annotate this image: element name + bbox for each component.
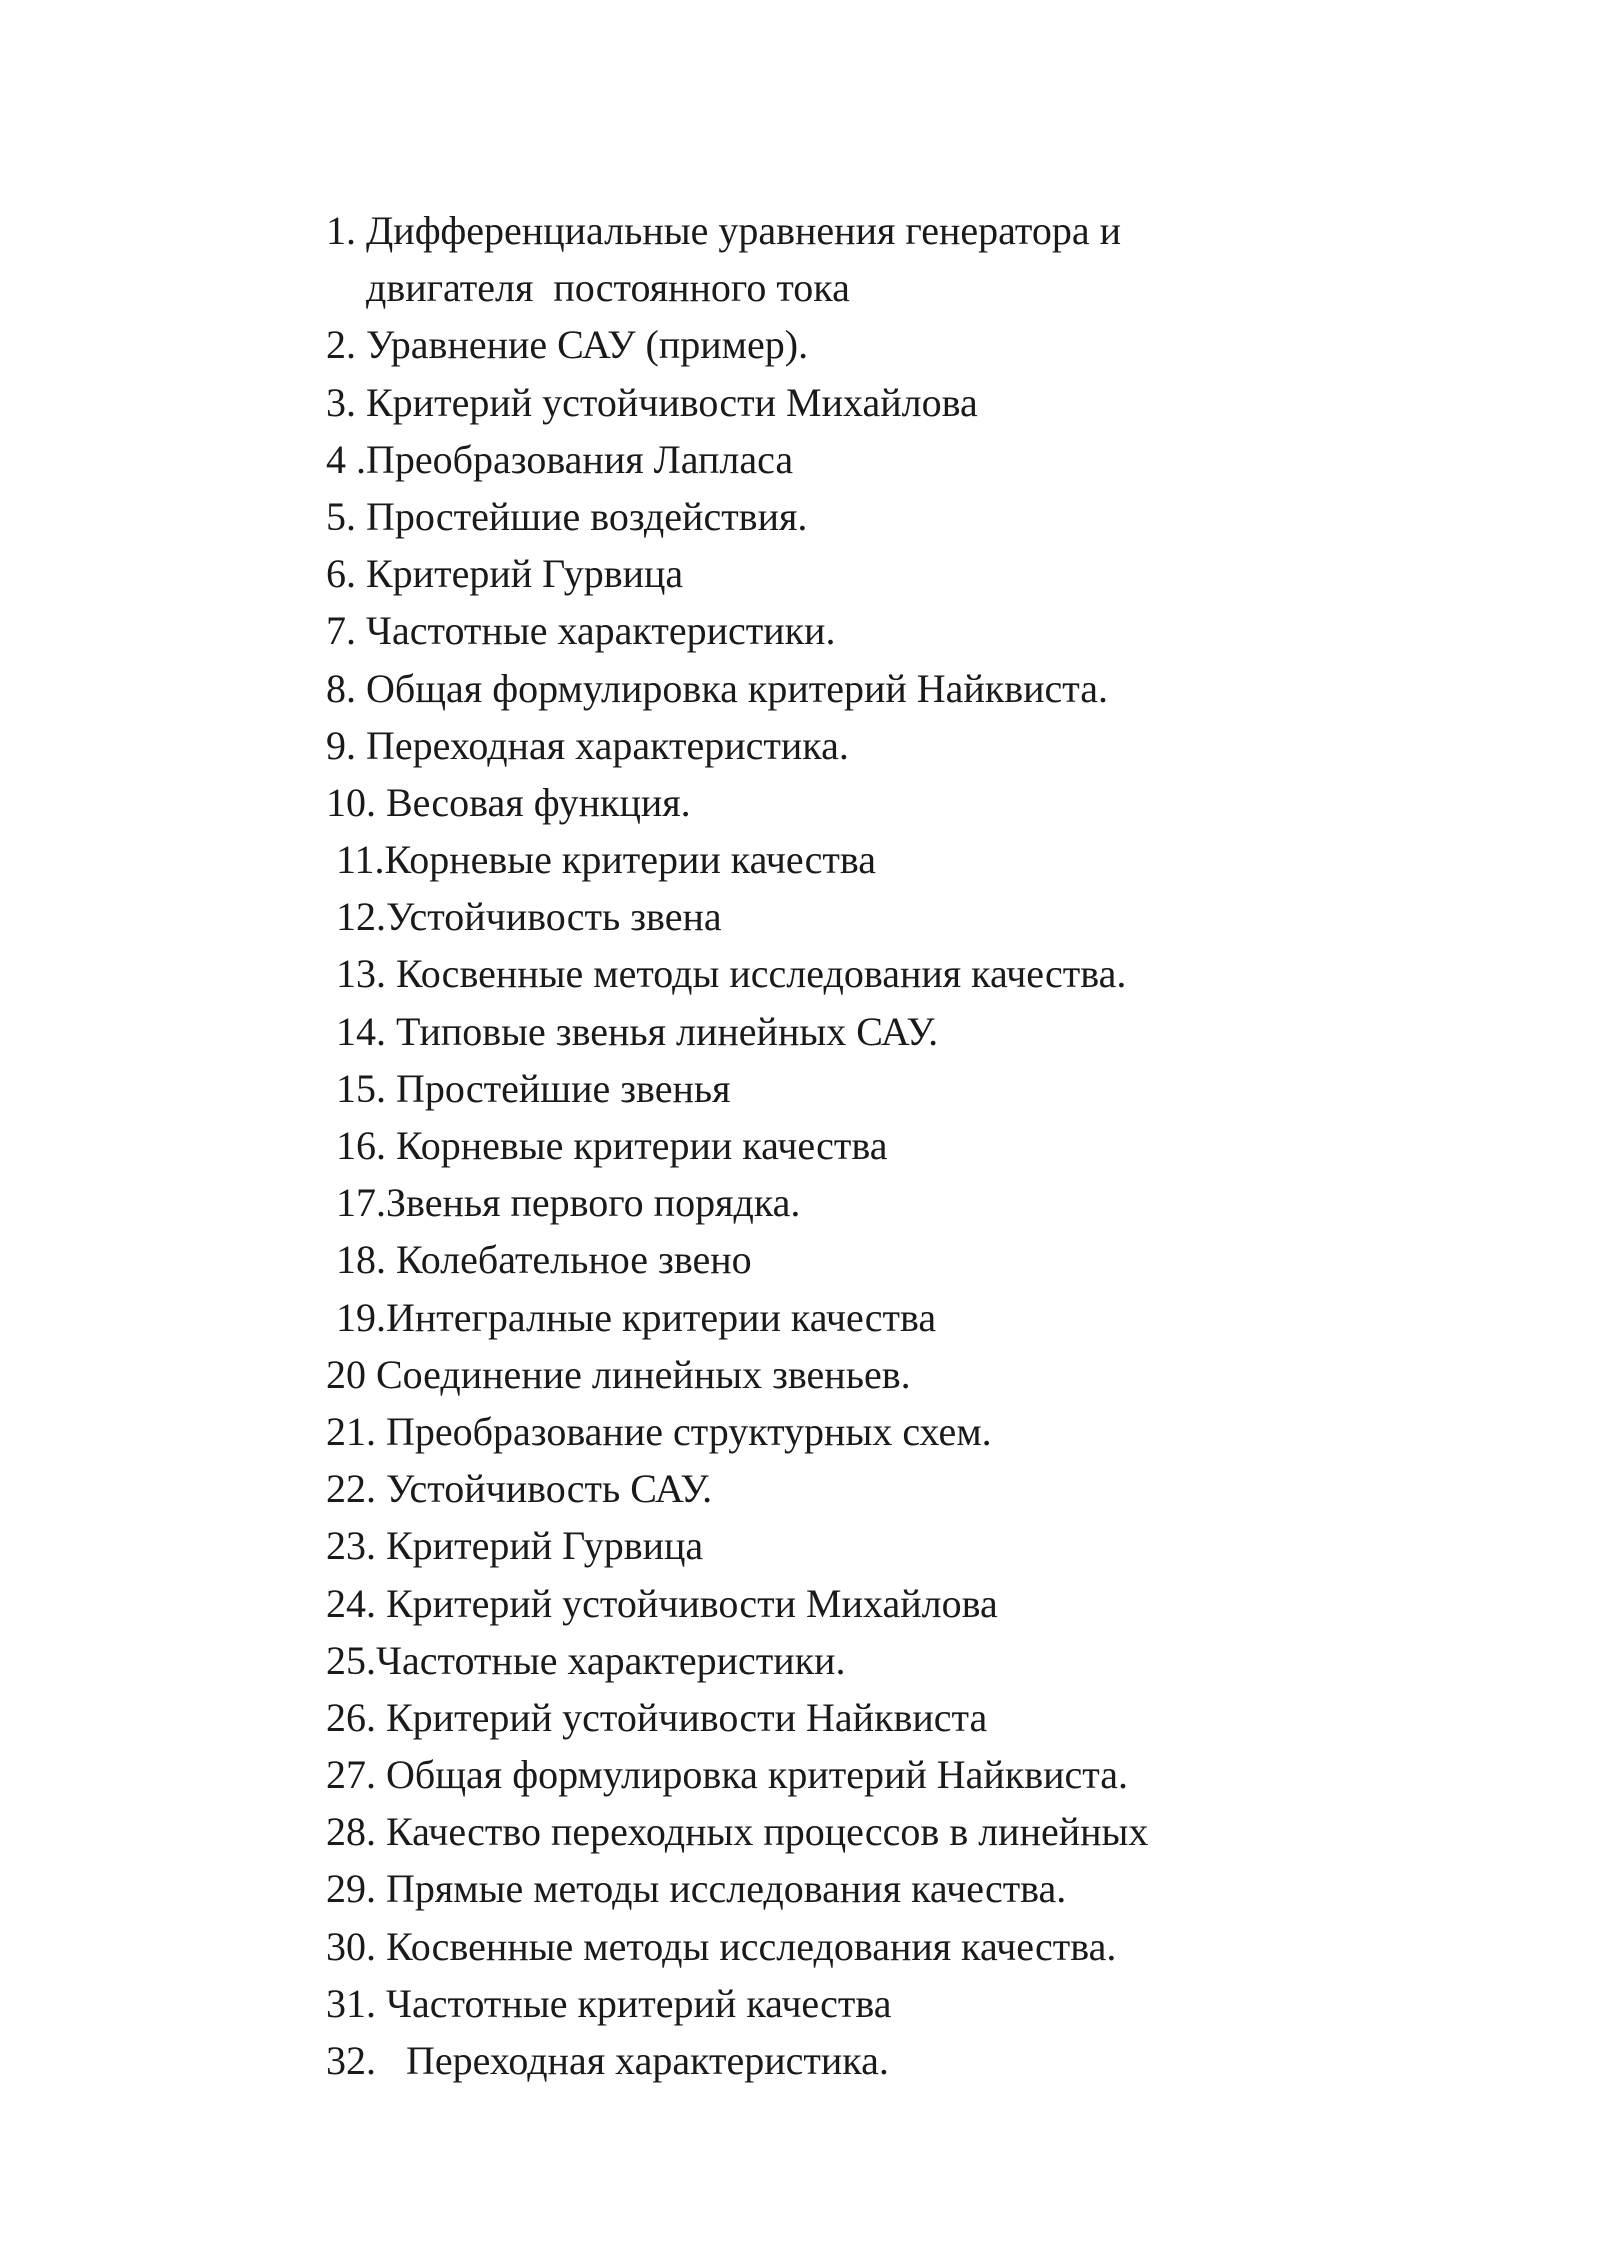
- list-item: 29. Прямые методы исследования качества.: [326, 1866, 1067, 1912]
- list-item: 20 Соединение линейных звеньев.: [326, 1351, 911, 1397]
- list-item: 25.Частотные характеристики.: [326, 1637, 846, 1683]
- list-item: 23. Критерий Гурвица: [326, 1523, 704, 1569]
- list-item: 5. Простейшие воздействия.: [326, 493, 808, 539]
- list-item: 24. Критерий устойчивости Михайлова: [326, 1580, 998, 1626]
- list-item: 7. Частотные характеристики.: [326, 608, 836, 654]
- list-item: 18. Колебательное звено: [326, 1237, 752, 1283]
- list-item: 27. Общая формулировка критерий Найквиста.: [326, 1752, 1129, 1798]
- list-item: 32. Переходная характеристика.: [326, 2038, 889, 2083]
- list-item: 3. Критерий устойчивости Михайлова: [326, 379, 978, 425]
- list-item: 4 .Преобразования Лапласа: [326, 436, 794, 482]
- list-item: 10. Весовая функция.: [326, 779, 691, 825]
- list-item: 8. Общая формулировка критерий Найквиста.: [326, 665, 1109, 711]
- list-item: 21. Преобразование структурных схем.: [326, 1408, 992, 1454]
- list-item: 13. Косвенные методы исследования качества.: [326, 951, 1127, 997]
- list-item: 16. Корневые критерии качества: [326, 1123, 888, 1168]
- question-list: [326, 202, 1326, 2089]
- list-item: 31. Частотные критерий качества: [326, 1980, 892, 2026]
- list-item: двигателя постоянного тока: [326, 265, 850, 311]
- list-item: 19.Интегралные критерии качества: [326, 1294, 937, 1340]
- list-item: 6. Критерий Гурвица: [326, 551, 684, 597]
- list-item: 15. Простейшие звенья: [326, 1065, 731, 1111]
- list-item: 22. Устойчивость САУ.: [326, 1466, 713, 1512]
- list-item: 26. Критерий устойчивости Найквиста: [326, 1694, 988, 1740]
- list-item: 12.Устойчивость звена: [326, 894, 722, 940]
- list-item: 11.Корневые критерии качества: [326, 837, 876, 883]
- list-item: 9. Переходная характеристика.: [326, 722, 849, 768]
- list-item: 17.Звенья первого порядка.: [326, 1180, 801, 1226]
- list-item: 14. Типовые звенья линейных САУ.: [326, 1008, 939, 1054]
- list-item: 1. Дифференциальные уравнения генератора и: [326, 208, 1121, 253]
- list-item: 2. Уравнение САУ (пример).: [326, 322, 809, 368]
- list-item: 28. Качество переходных процессов в линейных: [326, 1809, 1149, 1855]
- list-item: 30. Косвенные методы исследования качества.: [326, 1923, 1117, 1969]
